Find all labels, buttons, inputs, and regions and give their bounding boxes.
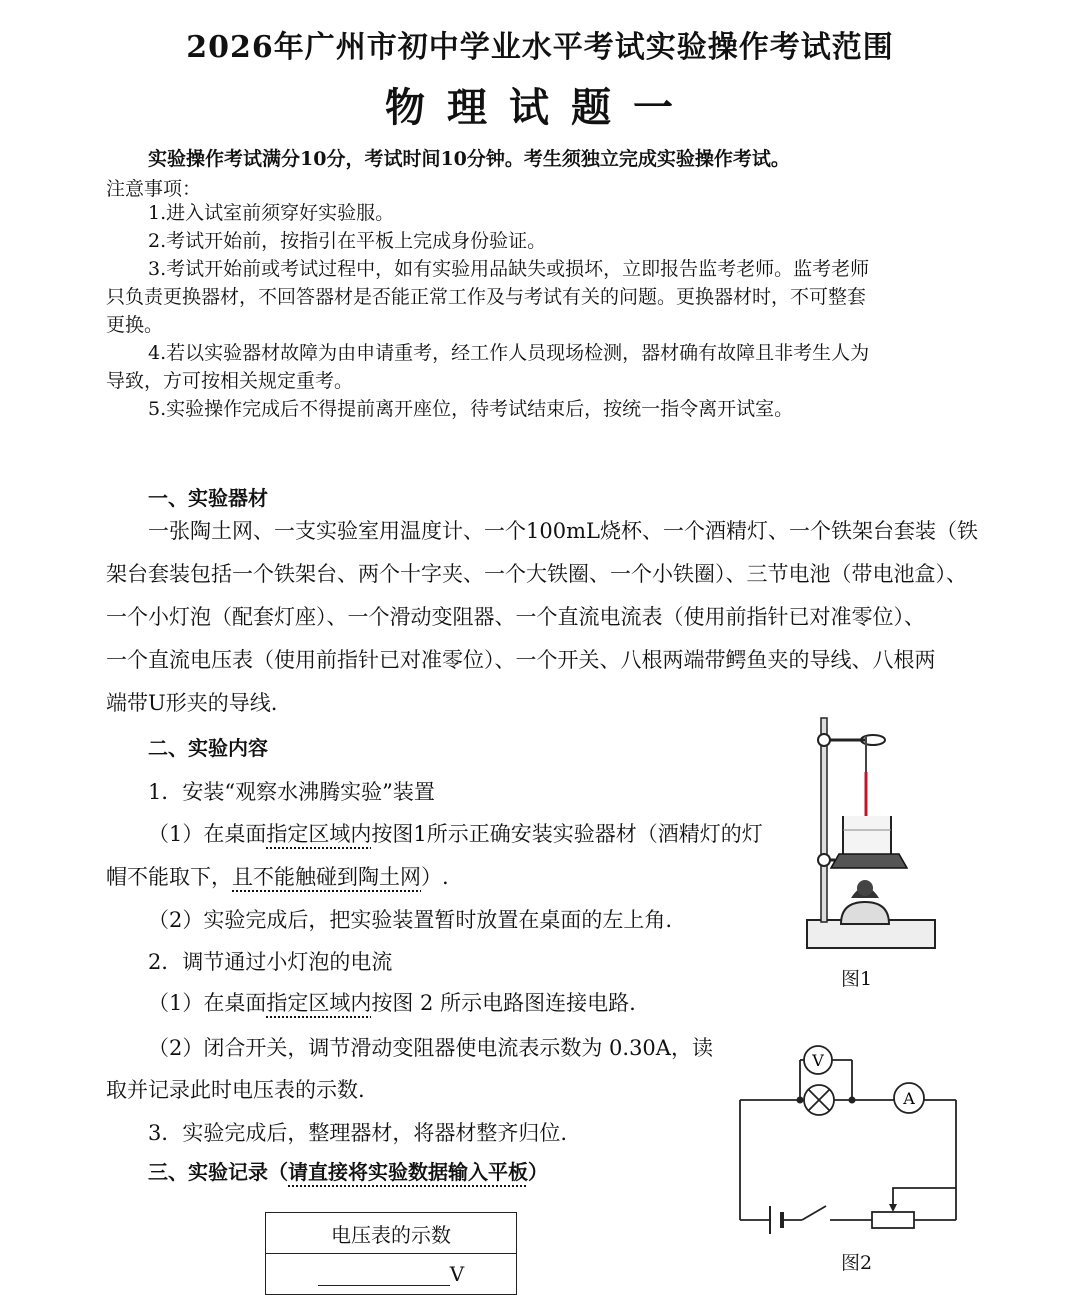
note-line: 1.进入试室前须穿好实验服。 <box>148 202 395 224</box>
page-title: 2026年广州市初中学业水平考试实验操作考试范围 <box>186 30 894 65</box>
section3-heading <box>148 1156 548 1185</box>
content-item-2-1 <box>148 987 636 1017</box>
record-header: 电压表的示数 <box>266 1213 517 1254</box>
content-item-2-2-cont: 取并记录此时电压表的示数. <box>106 1078 365 1102</box>
lower-clamp <box>818 854 830 866</box>
stand-rod <box>821 718 827 922</box>
switch-blade <box>802 1206 826 1220</box>
junction-dot <box>849 1097 856 1104</box>
lamp-top <box>857 880 873 896</box>
figure1-apparatus <box>795 712 945 958</box>
text-span: ） <box>528 1160 548 1184</box>
text-span: 按图1所示正确安装实验器材（酒精灯的灯 <box>371 822 763 846</box>
text-span: 帽不能取下， <box>106 865 232 889</box>
upper-clamp <box>818 734 830 746</box>
figure2-caption: 图2 <box>841 1252 873 1274</box>
record-table <box>265 1212 517 1295</box>
note-line: 3.考试开始前或考试过程中，如有实验用品缺失或损坏，立即报告监考老师。监考老师 <box>148 258 870 280</box>
junction-dot <box>797 1097 804 1104</box>
voltmeter-label: V <box>812 1051 824 1070</box>
ammeter-label: A <box>903 1089 915 1108</box>
section1-heading: 一、实验器材 <box>148 486 268 510</box>
beaker <box>843 816 891 858</box>
record-value-cell[interactable] <box>266 1254 517 1295</box>
text-span: 三、实验记录（ <box>148 1160 288 1184</box>
content-item-1-1-cont <box>106 861 449 891</box>
notes-heading: 注意事项： <box>106 178 202 200</box>
note-line: 导致，方可按相关规定重考。 <box>106 370 354 392</box>
text-span: 按图 2 所示电路图连接电路. <box>371 991 636 1015</box>
content-item-2-2: （2）闭合开关，调节滑动变阻器使电流表示数为 0.30A，读 <box>148 1036 713 1060</box>
rheostat-slider-wire <box>893 1188 956 1204</box>
emphasis-span: 指定区域内 <box>266 991 372 1015</box>
content-item-3: 3．实验完成后，整理器材，将器材整齐归位. <box>148 1121 568 1145</box>
figure1-caption: 图1 <box>841 968 873 990</box>
materials-line: 一张陶土网、一支实验室用温度计、一个100mL烧杯、一个酒精灯、一个铁架台套装（铁 <box>148 519 978 543</box>
alcohol-lamp <box>841 902 889 924</box>
section2-heading: 二、实验内容 <box>148 736 268 760</box>
materials-line: 一个小灯泡（配套灯座）、一个滑动变阻器、一个直流电流表（使用前指针已对准零位）、 <box>106 605 925 629</box>
content-item-1-1 <box>148 818 763 848</box>
intro-text: 实验操作考试满分10分，考试时间10分钟。考生须独立完成实验操作考试。 <box>148 148 790 170</box>
materials-line: 端带U形夹的导线. <box>106 691 278 715</box>
note-line: 2.考试开始前，按指引在平板上完成身份验证。 <box>148 230 547 252</box>
rheostat-arrow <box>889 1204 897 1212</box>
rheostat <box>872 1212 914 1228</box>
text-span: （1）在桌面 <box>148 822 267 846</box>
content-item-2: 2．调节通过小灯泡的电流 <box>148 950 393 974</box>
text-span: （1）在桌面 <box>148 991 267 1015</box>
emphasis-span: 且不能触碰到陶土网 <box>232 865 421 889</box>
emphasis-span: 请直接将实验数据输入平板 <box>288 1160 528 1184</box>
ceramic-gauze <box>831 854 907 868</box>
note-line: 5.实验操作完成后不得提前离开座位，待考试结束后，按统一指令离开试室。 <box>148 398 794 420</box>
answer-blank[interactable] <box>318 1267 450 1286</box>
figure2-circuit <box>730 1040 966 1238</box>
note-line: 只负责更换器材，不回答器材是否能正常工作及与考试有关的问题。更换器材时，不可整套 <box>106 286 867 308</box>
note-line: 更换。 <box>106 314 164 336</box>
page-subtitle: 物理试题一 <box>385 84 695 131</box>
note-line: 4.若以实验器材故障为由申请重考，经工作人员现场检测，器材确有故障且非考生人为 <box>148 342 870 364</box>
content-item-1-2: （2）实验完成后，把实验装置暂时放置在桌面的左上角. <box>148 908 673 932</box>
emphasis-span: 指定区域内 <box>266 822 372 846</box>
materials-line: 一个直流电压表（使用前指针已对准零位）、一个开关、八根两端带鳄鱼夹的导线、八根两 <box>106 648 936 672</box>
materials-line: 架台套装包括一个铁架台、两个十字夹、一个大铁圈、一个小铁圈）、三节电池（带电池盒）、 <box>106 562 967 586</box>
unit-label: V <box>449 1262 465 1286</box>
text-span: ）. <box>421 865 449 889</box>
content-item-1: 1．安装“观察水沸腾实验”装置 <box>148 780 435 804</box>
